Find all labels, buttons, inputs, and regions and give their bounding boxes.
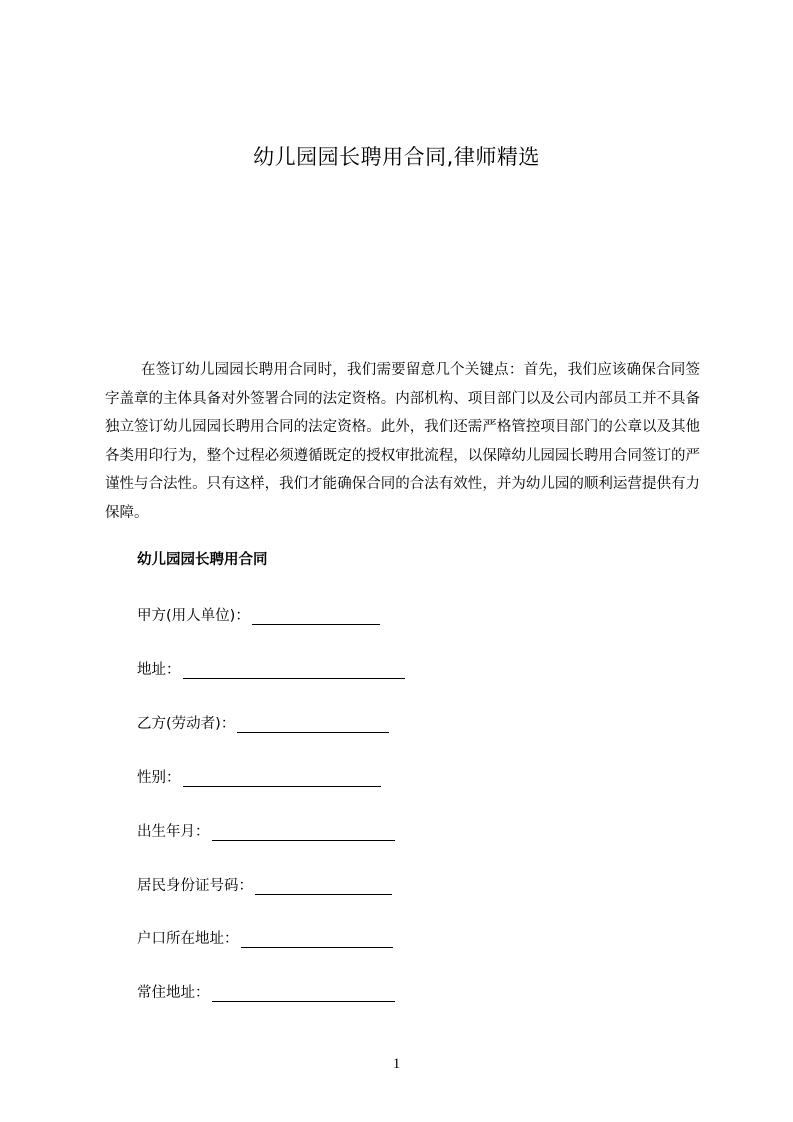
field-label: 甲方(用人单位)： [137,608,250,624]
field-address [137,658,405,679]
field-household-address [137,927,393,948]
field-label: 居民身份证号码： [137,878,253,894]
blank-line [183,663,405,679]
blank-line [255,879,392,895]
field-gender [137,766,381,787]
contract-heading: 幼儿园园长聘用合同 [137,552,268,568]
blank-line [212,986,395,1002]
field-residence-address [137,981,395,1002]
document-title: 幼儿园园长聘用合同,律师精选 [253,145,540,169]
blank-line [212,825,395,841]
field-party-b [137,712,389,733]
field-id-number [137,874,392,895]
field-party-a [137,604,380,625]
blank-line [183,771,381,787]
field-birth-date [137,820,395,841]
blank-line [237,717,389,733]
field-label: 性别： [137,770,181,786]
field-label: 常住地址： [137,985,210,1001]
field-label: 地址： [137,662,181,678]
field-label: 乙方(劳动者)： [137,716,236,732]
blank-line [252,609,380,625]
intro-paragraph: 在签订幼儿园园长聘用合同时，我们需要留意几个关键点：首先，我们应该确保合同签字盖章的主体具备对外签署合同的法定资格。内部机构、项目部门以及公司内部员工并不具备独立签订幼儿园园长聘用合同的法定资格。此外，我们还需严格管控项目部门的公章以及其他各类用印行为，整个过程必须遵循既定的授权审批流程，以保障幼儿园园长聘用合同签订的严谨性与合法性。只有这样，我们才能确保合同的合法有效性，并为幼儿园的顺利运营提供有力保障。 [105,362,700,521]
field-label: 出生年月： [137,824,210,840]
blank-line [241,932,393,948]
page-number: 1 [392,1056,401,1072]
field-label: 户口所在地址： [137,931,239,947]
